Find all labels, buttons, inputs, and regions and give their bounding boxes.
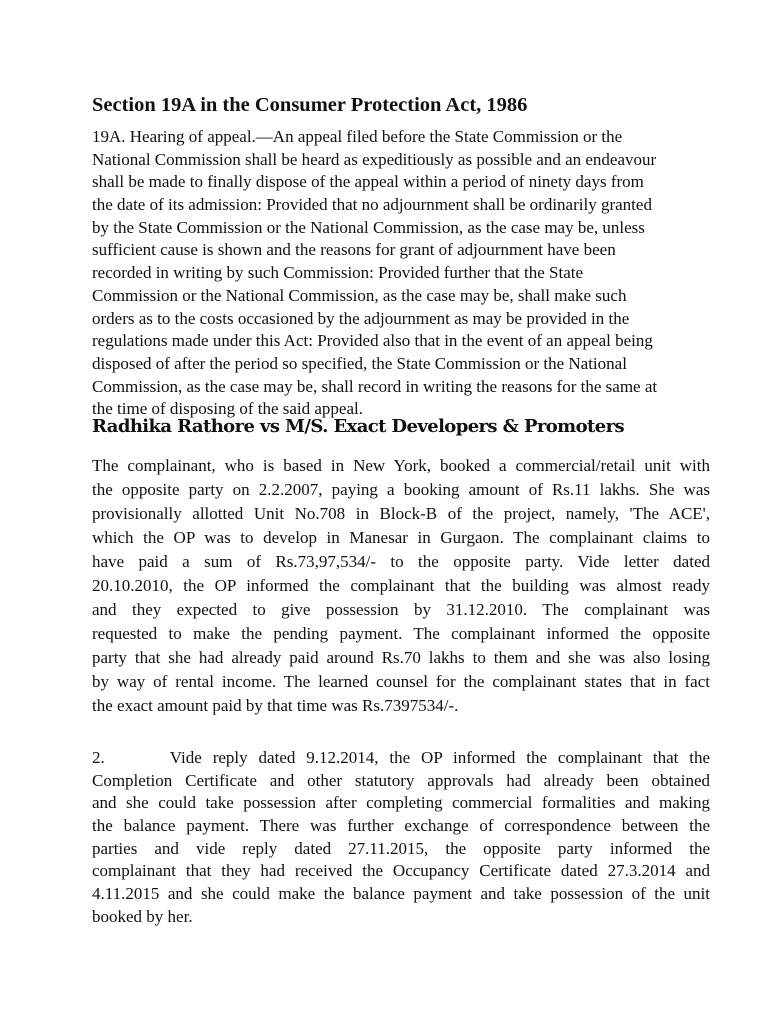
- text-line: party that she had already paid around Rs.70 lakhs to them and she was also losing: [92, 648, 710, 667]
- text-line: the date of its admission: Provided that no adjournment shall be ordinarily granted: [92, 195, 652, 215]
- case-paragraph-2: [92, 747, 710, 929]
- text-line: which the OP was to develop in Manesar in Gurgaon. The complainant claims to: [92, 528, 710, 547]
- case-title: Radhika Rathore vs M/S. Exact Developers & Promoters: [92, 416, 625, 437]
- text-line: 2. Vide reply dated 9.12.2014, the OP informed the complainant that the: [92, 748, 710, 767]
- text-line: and they expected to give possession by 31.12.2010. The complainant was: [92, 600, 710, 619]
- text-line: booked by her.: [92, 906, 193, 926]
- text-line: the opposite party on 2.2.2007, paying a booking amount of Rs.11 lakhs. She was: [92, 480, 710, 499]
- text-line: Commission or the National Commission, as the case may be, shall make such: [92, 285, 627, 305]
- text-line: Completion Certificate and other statutory approvals had already been obtained: [92, 770, 710, 790]
- text-line: sufficient cause is shown and the reasons for grant of adjournment have been: [92, 240, 616, 260]
- text-line: by way of rental income. The learned counsel for the complainant states that in fact: [92, 672, 710, 691]
- text-line: the time of disposing of the said appeal.: [92, 399, 363, 419]
- text-line: National Commission shall be heard as expeditiously as possible and an endeavour: [92, 149, 657, 169]
- text-line: shall be made to finally dispose of the appeal within a period of ninety days from: [92, 172, 644, 192]
- text-line: by the State Commission or the National Commission, as the case may be, unless: [92, 217, 645, 237]
- text-line: the balance payment. There was further exchange of correspondence between the: [92, 816, 710, 836]
- text-line: parties and vide reply dated 27.11.2015, the opposite party informed the: [92, 838, 710, 858]
- text-line: Commission, as the case may be, shall record in writing the reasons for the same at: [92, 376, 658, 396]
- case-paragraph-1: [92, 454, 710, 718]
- text-line: The complainant, who is based in New York, booked a commercial/retail unit with: [92, 456, 710, 475]
- text-line: the exact amount paid by that time was Rs.7397534/-.: [92, 696, 459, 715]
- text-line: recorded in writing by such Commission: Provided further that the State: [92, 263, 584, 283]
- text-line: have paid a sum of Rs.73,97,534/- to the opposite party. Vide letter dated: [92, 552, 710, 571]
- text-line: 19A. Hearing of appeal.—An appeal filed before the State Commission or the: [92, 127, 623, 146]
- text-line: complainant that they had received the Occupancy Certificate dated 27.3.2014 and: [92, 861, 710, 881]
- text-line: requested to make the pending payment. The complainant informed the opposite: [92, 624, 710, 643]
- text-line: provisionally allotted Unit No.708 in Block-B of the project, namely, 'The ACE',: [92, 504, 710, 523]
- text-line: 20.10.2010, the OP informed the complainant that the building was almost ready: [92, 576, 710, 595]
- text-line: 4.11.2015 and she could make the balance payment and take possession of the unit: [92, 884, 710, 904]
- section-text: [92, 126, 710, 421]
- text-line: and she could take possession after completing commercial formalities and making: [92, 793, 710, 813]
- text-line: regulations made under this Act: Provided also that in the event of an appeal being: [92, 331, 653, 351]
- text-line: disposed of after the period so specified, the State Commission or the National: [92, 353, 627, 373]
- section-title: Section 19A in the Consumer Protection Act, 1986: [92, 94, 528, 116]
- text-line: orders as to the costs occasioned by the adjournment as may be provided in the: [92, 308, 630, 328]
